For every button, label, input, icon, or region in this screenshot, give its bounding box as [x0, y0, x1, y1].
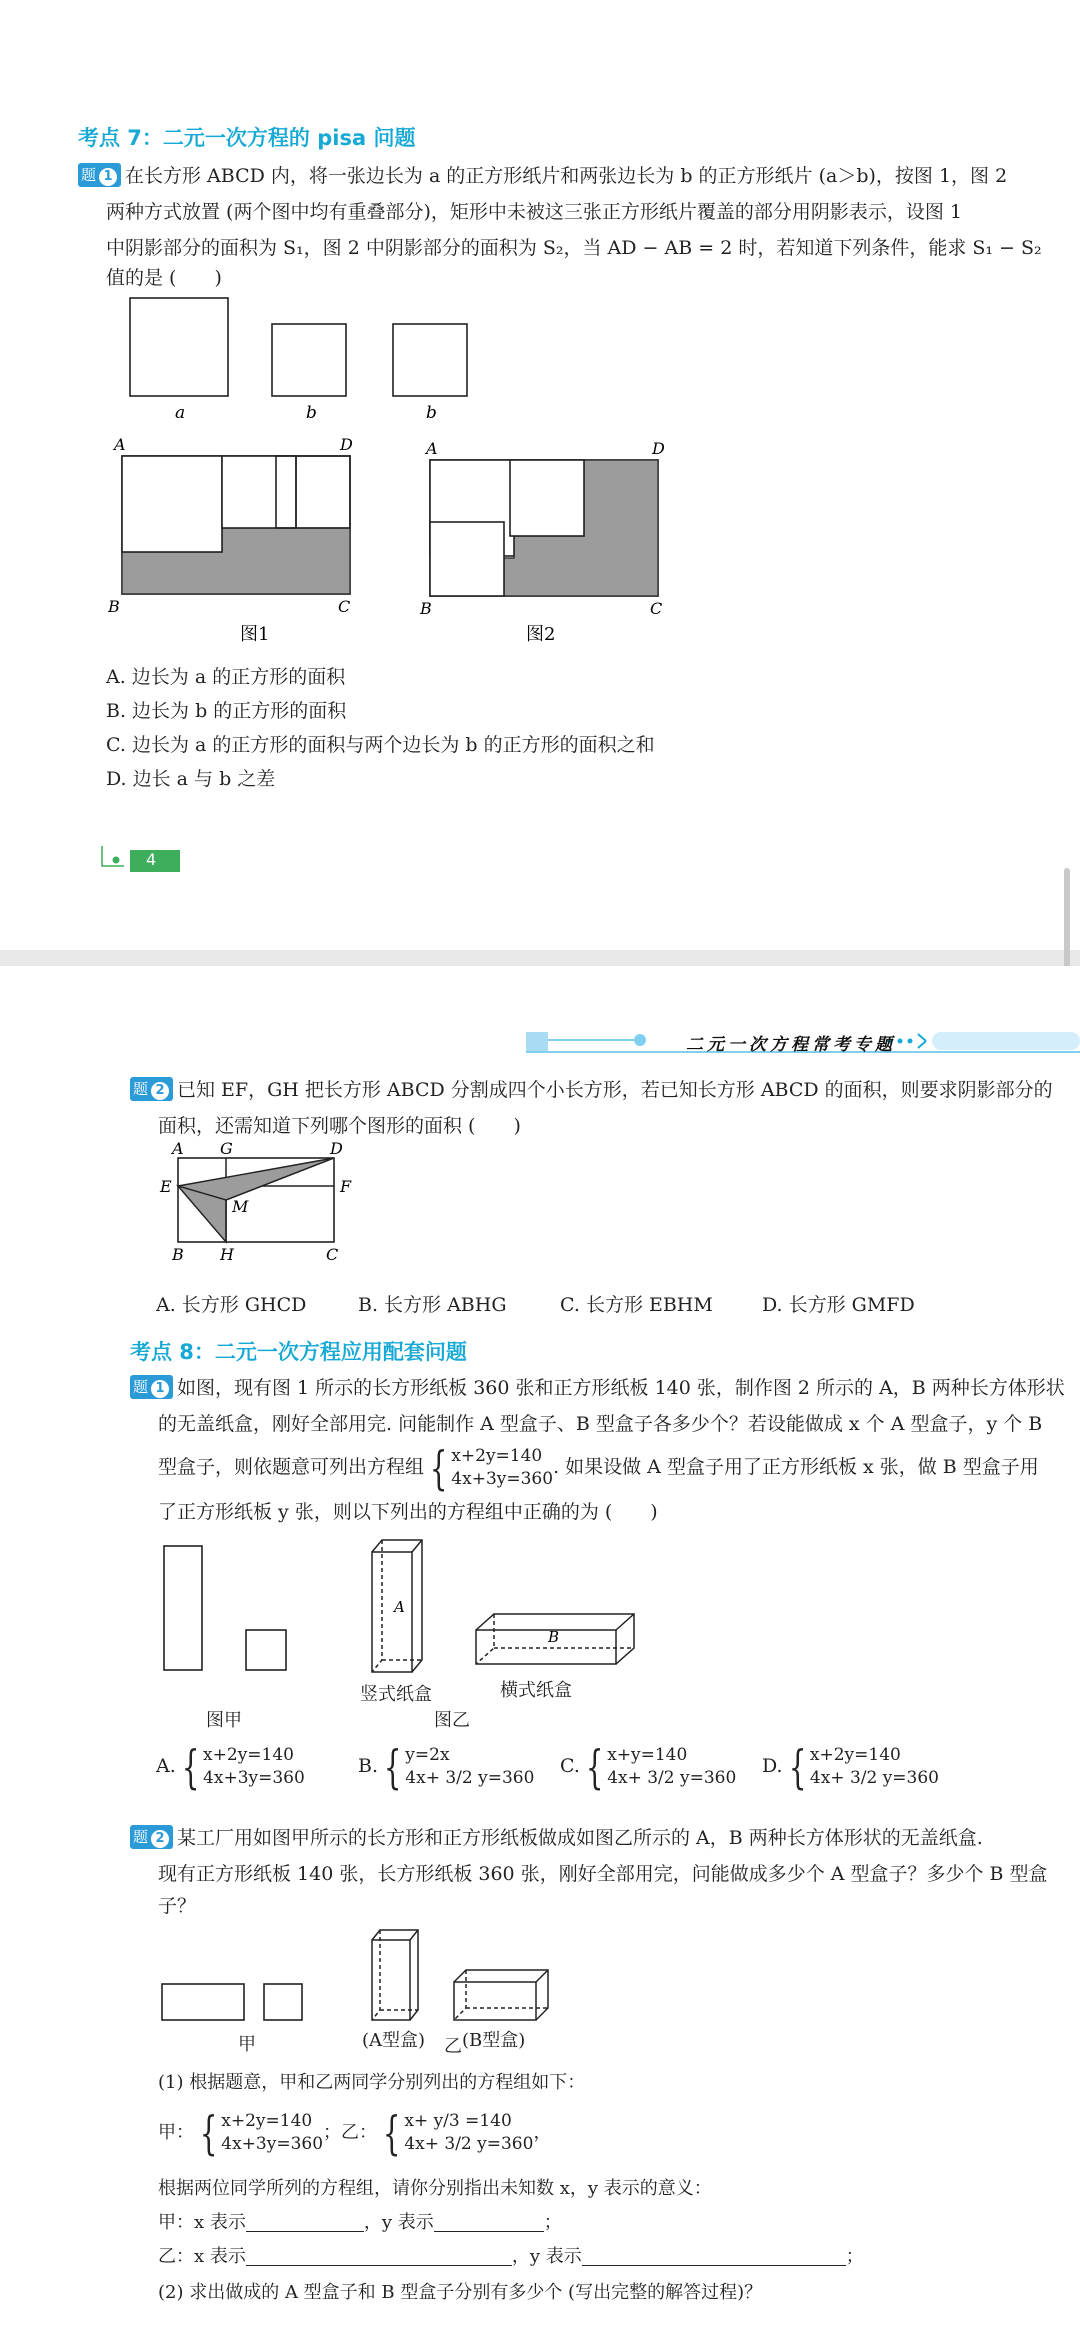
b-type-box	[454, 1970, 548, 2020]
fig2-label-C: C	[650, 599, 663, 618]
q2-text-line2: 面积，还需知道下列哪个图形的面积 ( )	[158, 1115, 521, 1137]
page-tab-decor	[100, 842, 184, 872]
fig-jia-square	[246, 1630, 286, 1670]
fig2-square-b1	[510, 460, 584, 536]
fig1-square-b1	[222, 456, 296, 528]
jia-equation-system: { x+2y=140 4x+3y=360	[199, 2106, 324, 2160]
fig2-caption: 图2	[526, 624, 556, 645]
jia-x-blank[interactable]	[246, 2212, 364, 2232]
q1-text-line2: 两种方式放置 (两个图中均有重叠部分)，矩形中未被这三张正方形纸片覆盖的部分用阴影表示，设图 1	[106, 201, 962, 223]
q2-option-a[interactable]: A. 长方形 GHCD	[156, 1294, 307, 1316]
q1-option-d[interactable]: D. 边长 a 与 b 之差	[106, 768, 276, 790]
square-b-2	[393, 324, 467, 396]
label-b-2: b	[426, 403, 437, 423]
q2-figure	[150, 1142, 360, 1262]
q8-2-text-line2: 现有正方形纸板 140 张，长方形纸板 360 张，刚好全部用完，问能做成多少个 A 型盒子？多少个 B 型盒	[158, 1863, 1048, 1885]
jia-y-blank[interactable]	[434, 2212, 544, 2232]
q8-1-text-line3: 型盒子，则依题意可列出方程组 { x+2y=140 4x+3y=360 . 如果设做 A 型盒子用了正方形纸板 x 张，做 B 型盒子用	[158, 1441, 1039, 1495]
question-badge: 题 2	[130, 1825, 173, 1849]
yi-x-blank[interactable]	[246, 2246, 512, 2266]
q1-option-b[interactable]: B. 边长为 b 的正方形的面积	[106, 700, 347, 722]
square-a	[130, 298, 228, 396]
q2-label-C: C	[326, 1245, 339, 1262]
caption-a-box: (A型盒)	[362, 2030, 426, 2051]
fig2-label-B: B	[420, 599, 432, 618]
equation-system-main: { x+2y=140 4x+3y=360	[429, 1441, 554, 1495]
q1-squares-figure	[120, 290, 500, 430]
q2-label-F: F	[340, 1177, 352, 1196]
q2-label-B: B	[172, 1245, 184, 1262]
q2-label-E: E	[160, 1177, 172, 1196]
q8-2-part2: (2) 求出做成的 A 型盒子和 B 型盒子分别有多少个 (写出完整的解答过程)？	[158, 2282, 763, 2303]
label-b-1: b	[306, 403, 317, 423]
box-b-label: B	[548, 1628, 560, 1646]
fig1-label-D: D	[340, 435, 353, 454]
fig1-label-A: A	[114, 435, 126, 454]
label-a: a	[175, 403, 186, 423]
question-badge: 题 1	[130, 1375, 173, 1399]
fig2-jia-square	[264, 1984, 302, 2020]
yi-answer-line: 乙：x 表示 ，y 表示 ；	[158, 2246, 864, 2267]
caption-b-box: (B型盒)	[462, 2030, 526, 2051]
q2-option-b[interactable]: B. 长方形 ABHG	[358, 1294, 507, 1316]
q1-text-line3: 中阴影部分的面积为 S₁，图 2 中阴影部分的面积为 S₂，当 AD − AB = 2 时，若知道下列条件，能求 S₁ − S₂	[106, 237, 1042, 259]
fig2-label-D: D	[652, 439, 665, 458]
q8-1-text-line4: 了正方形纸板 y 张，则以下列出的方程组中正确的为 ( )	[158, 1501, 658, 1523]
caption-fig-jia: 图甲	[206, 1710, 242, 1731]
fig2-jia-rect	[162, 1984, 244, 2020]
fig1-caption: 图1	[240, 624, 270, 645]
fig2-label-A: A	[426, 439, 438, 458]
jia-answer-line: 甲：x 表示 ，y 表示 ；	[158, 2212, 562, 2233]
page-gap	[0, 950, 1080, 966]
yi-y-blank[interactable]	[582, 2246, 846, 2266]
q8-2-figure	[150, 1926, 570, 2026]
q2-label-M: M	[232, 1197, 249, 1216]
q8-2-systems: 甲： { x+2y=140 4x+3y=360 ；乙： { x+ y/3 =140 4x+ 3/2 y=360 ，	[158, 2106, 552, 2160]
q8-1-text-line2: 的无盖纸盒，刚好全部用完. 问能制作 A 型盒子、B 型盒子各多少个？若设能做成 x 个 A 型盒子，y 个 B	[158, 1413, 1043, 1435]
page-number: 4	[146, 850, 157, 869]
caption-yi: 乙	[444, 2036, 462, 2057]
q8-1-option-d[interactable]: D. { x+2y=140 4x+ 3/2 y=360	[762, 1740, 940, 1794]
q8-1-option-c[interactable]: C. { x+y=140 4x+ 3/2 y=360	[560, 1740, 737, 1794]
q2-option-d[interactable]: D. 长方形 GMFD	[762, 1294, 915, 1316]
fig1-label-C: C	[338, 597, 351, 616]
q1-text-line1: 题 1 在长方形 ABCD 内，将一张边长为 a 的正方形纸片和两张边长为 b 的正方形纸片 (a＞b)，按图 1，图 2	[78, 160, 1007, 193]
q1-figure-2	[410, 432, 680, 652]
caption-vertical-box: 竖式纸盒	[360, 1684, 432, 1705]
q8-1-option-a[interactable]: A. { x+2y=140 4x+3y=360	[156, 1740, 305, 1794]
q1-text-line4: 值的是 ( )	[106, 267, 222, 289]
section-heading-7: 考点 7：二元一次方程的 pisa 问题	[78, 126, 416, 150]
q2-label-H: H	[220, 1245, 234, 1262]
question-badge: 题 1	[78, 163, 121, 187]
q8-1-figure	[150, 1536, 670, 1686]
caption-jia: 甲	[238, 2034, 256, 2055]
page-2	[0, 966, 1080, 2348]
q8-2-text-line1: 题 2 某工厂用如图甲所示的长方形和正方形纸板做成如图乙所示的 A，B 两种长方体形状的无盖纸盒.	[130, 1822, 983, 1855]
q2-text-line1: 题 2 已知 EF，GH 把长方形 ABCD 分割成四个小长方形，若已知长方形 ABCD 的面积，则要求阴影部分的	[130, 1074, 1053, 1107]
caption-horizontal-box: 横式纸盒	[500, 1680, 572, 1701]
q1-figure-1	[100, 430, 370, 650]
yi-equation-system: { x+ y/3 =140 4x+ 3/2 y=360	[382, 2106, 534, 2160]
q1-option-a[interactable]: A. 边长为 a 的正方形的面积	[106, 666, 346, 688]
q8-2-prompt: 根据两位同学所列的方程组，请你分别指出未知数 x，y 表示的意义：	[158, 2178, 712, 2199]
q8-1-option-b[interactable]: B. { y=2x 4x+ 3/2 y=360	[358, 1740, 535, 1794]
fig-jia-rect	[164, 1546, 202, 1670]
fig1-square-a	[122, 456, 222, 552]
box-a-label: A	[394, 1598, 405, 1616]
fig1-label-B: B	[108, 597, 120, 616]
square-b-1	[272, 324, 346, 396]
page-number-tab	[100, 842, 184, 872]
question-badge: 题 2	[130, 1077, 173, 1101]
page-1	[0, 0, 1080, 950]
header-title: 二元一次方程常考专题	[686, 1035, 896, 1055]
q2-label-A: A	[172, 1142, 184, 1158]
a-type-box	[372, 1930, 418, 2020]
fig2-square-b2	[430, 522, 504, 596]
q2-option-c[interactable]: C. 长方形 EBHM	[560, 1294, 713, 1316]
q8-2-part1: (1) 根据题意，甲和乙两同学分别列出的方程组如下：	[158, 2072, 586, 2093]
q2-label-G: G	[220, 1142, 233, 1158]
q2-label-D: D	[330, 1142, 343, 1158]
q1-option-c[interactable]: C. 边长为 a 的正方形的面积与两个边长为 b 的正方形的面积之和	[106, 734, 655, 756]
q8-2-text-line3: 子？	[158, 1895, 197, 1917]
caption-fig-yi: 图乙	[434, 1710, 470, 1731]
section-heading-8: 考点 8：二元一次方程应用配套问题	[130, 1340, 467, 1364]
q8-1-text-line1: 题 1 如图，现有图 1 所示的长方形纸板 360 张和正方形纸板 140 张，制作图 2 所示的 A，B 两种长方体形状	[130, 1372, 1065, 1405]
